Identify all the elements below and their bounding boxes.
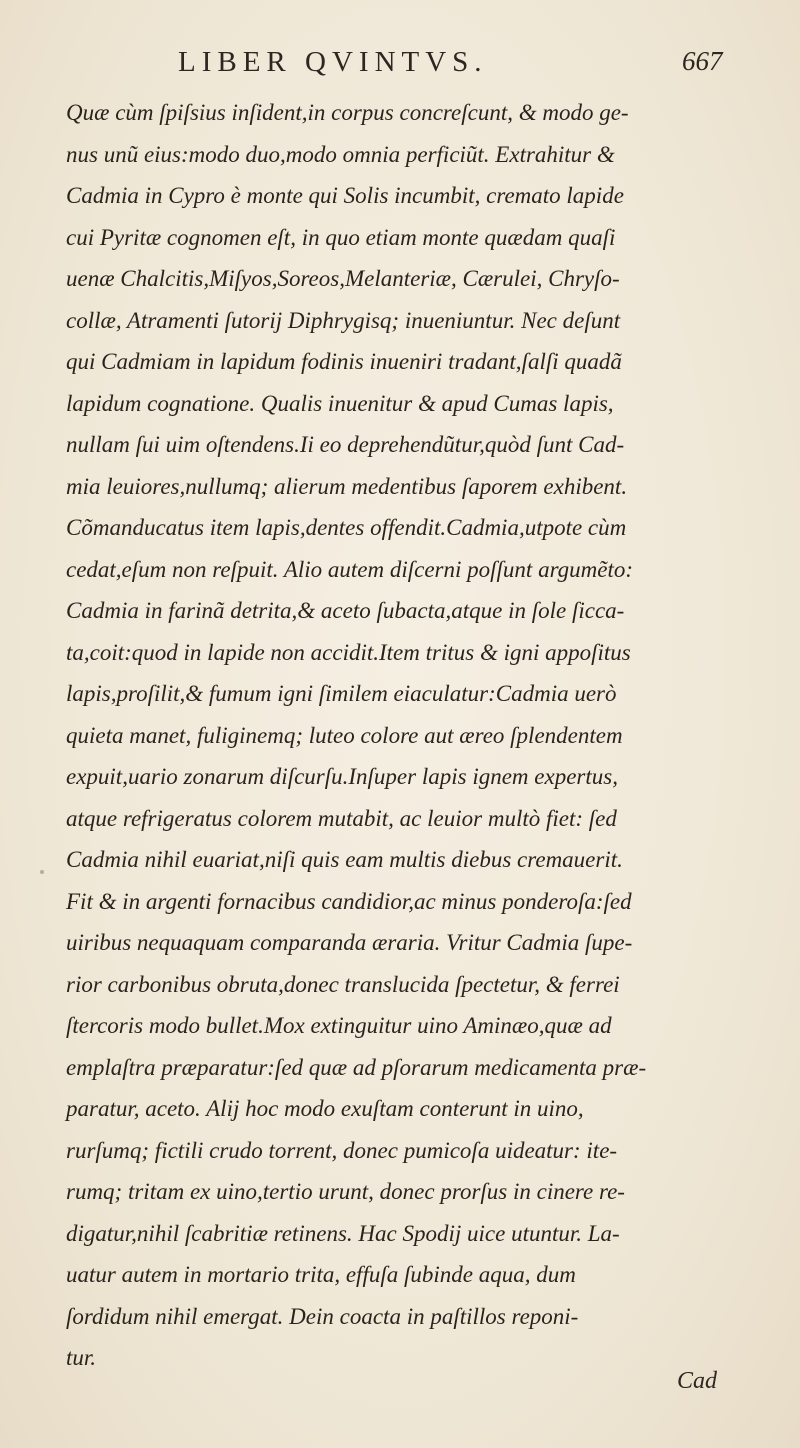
body-text xyxy=(66,92,746,1379)
text-line: lapidum cognatione. Qualis inuenitur & apud Cumas lapis, xyxy=(66,390,614,416)
text-line: rior carbonibus obruta,donec translucida ſpectetur, & ferrei xyxy=(66,971,620,997)
text-line: Cadmia in Cypro è monte qui Solis incumbit, cremato lapide xyxy=(66,183,624,208)
catchword: Cad xyxy=(677,1368,718,1394)
text-line: rurſumq; fictili crudo torrent, donec pumicoſa uideatur: ite- xyxy=(66,1137,618,1163)
text-line: lapis,proſilit,& fumum igni ſimilem eiaculatur:Cadmia uerò xyxy=(66,681,617,706)
text-line: cui Pyritæ cognomen eſt, in quo etiam monte quædam quaſi xyxy=(66,224,616,250)
text-line: ſtercoris modo bullet.Mox extinguitur uino Aminæo,quæ ad xyxy=(66,1013,612,1038)
text-line: uiribus nequaquam comparanda æraria. Vritur Cadmia ſupe- xyxy=(66,930,633,955)
text-line: collæ, Atramenti ſutorij Diphrygisq; inueniuntur. Nec deſunt xyxy=(66,307,621,333)
text-line: Quæ cùm ſpiſsius inſident,in corpus concreſcunt, & modo ge- xyxy=(66,100,629,125)
text-line: qui Cadmiam in lapidum fodinis inueniri tradant,ſalſi quadã xyxy=(66,349,622,374)
text-line: paratur, aceto. Alij hoc modo exuſtam conterunt in uino, xyxy=(66,1096,584,1121)
text-line: emplaſtra præparatur:ſed quæ ad pſorarum medicamenta præ- xyxy=(66,1054,647,1080)
running-title: LIBER QVINTVS. xyxy=(178,46,488,78)
paper-spot xyxy=(40,870,44,874)
text-line: expuit,uario zonarum diſcurſu.Inſuper lapis ignem expertus, xyxy=(66,764,618,789)
text-line: uatur autem in mortario trita, effuſa ſubinde aqua, dum xyxy=(66,1262,576,1287)
text-line: mia leuiores,nullumq; alierum medentibus ſaporem exhibent. xyxy=(66,473,628,499)
page-number: 667 xyxy=(682,46,723,76)
text-line: atque refrigeratus colorem mutabit, ac leuior multò fiet: ſed xyxy=(66,805,617,831)
text-line: tur. xyxy=(66,1345,97,1370)
text-line: Cadmia in farinã detrita,& aceto ſubacta,atque in ſole ſicca- xyxy=(66,598,625,623)
text-line: ſordidum nihil emergat. Dein coacta in paſtillos reponi- xyxy=(66,1303,579,1329)
page-header xyxy=(0,40,800,90)
text-line: Fit & in argenti fornacibus candidior,ac minus ponderoſa:ſed xyxy=(66,888,632,914)
text-line: quieta manet, fuliginemq; luteo colore aut æreo ſplendentem xyxy=(66,722,623,748)
text-line: Cadmia nihil euariat,niſi quis eam multis diebus cremauerit. xyxy=(66,847,623,872)
text-line: Cõmanducatus item lapis,dentes offendit.Cadmia,utpote cùm xyxy=(66,515,627,540)
text-line: nus unũ eius:modo duo,modo omnia perficiũt. Extrahitur & xyxy=(66,141,615,167)
text-line: nullam ſui uim oſtendens.Ii eo deprehendũtur,quòd ſunt Cad- xyxy=(66,432,625,457)
text-line: ta,coit:quod in lapide non accidit.Item tritus & igni appoſitus xyxy=(66,639,631,665)
text-line: digatur,nihil ſcabritiæ retinens. Hac Spodij uice utuntur. La- xyxy=(66,1220,620,1246)
text-line: rumq; tritam ex uino,tertio urunt, donec prorſus in cinere re- xyxy=(66,1179,625,1204)
text-line: uenæ Chalcitis,Miſyos,Soreos,Melanteriæ, Cærulei, Chryſo- xyxy=(66,266,620,291)
text-line: cedat,eſum non reſpuit. Alio autem diſcerni poſſunt argumẽto: xyxy=(66,556,634,582)
